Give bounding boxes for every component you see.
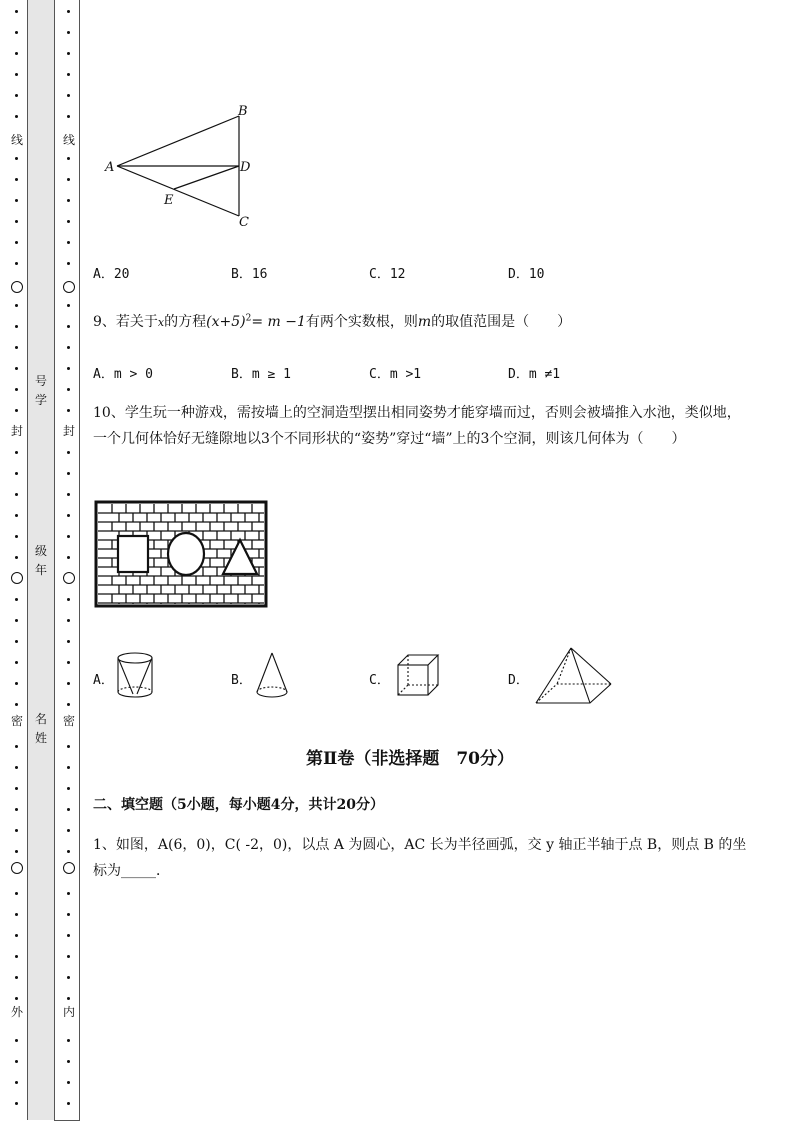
point-label-b: B bbox=[238, 104, 248, 119]
binding-dot bbox=[67, 1102, 70, 1105]
binding-dot bbox=[15, 325, 18, 328]
binding-dot bbox=[15, 1102, 18, 1105]
binding-dot bbox=[67, 451, 70, 454]
binding-dot bbox=[15, 346, 18, 349]
binding-dot bbox=[67, 556, 70, 559]
binding-dot bbox=[67, 955, 70, 958]
binding-dot bbox=[15, 598, 18, 601]
cube-icon[interactable] bbox=[394, 652, 442, 698]
binding-dot bbox=[15, 934, 18, 937]
q8-option-b[interactable]: B．16 bbox=[231, 267, 268, 282]
binding-dot bbox=[67, 829, 70, 832]
field-name: 名 姓 bbox=[34, 712, 47, 745]
binding-dot bbox=[67, 640, 70, 643]
q8-option-d[interactable]: D．10 bbox=[508, 267, 545, 282]
q9-option-a[interactable]: A．m > 0 bbox=[93, 367, 153, 382]
point-label-d: D bbox=[240, 160, 251, 175]
binding-dot bbox=[67, 220, 70, 223]
binding-circle bbox=[11, 281, 23, 293]
binding-dot bbox=[67, 472, 70, 475]
q10-option-d[interactable]: D． bbox=[508, 673, 529, 688]
binding-dot bbox=[67, 262, 70, 265]
binding-label: 封 bbox=[10, 424, 23, 438]
binding-dot bbox=[67, 157, 70, 160]
binding-dot bbox=[67, 94, 70, 97]
outer-binding-line bbox=[10, 0, 24, 1123]
segment-ab bbox=[117, 116, 239, 166]
binding-dot bbox=[15, 472, 18, 475]
binding-dot bbox=[67, 241, 70, 244]
binding-dot bbox=[67, 52, 70, 55]
binding-dot bbox=[67, 325, 70, 328]
binding-dot bbox=[67, 934, 70, 937]
binding-label: 线 bbox=[62, 133, 75, 147]
point-label-a: A bbox=[105, 160, 115, 175]
binding-dot bbox=[67, 409, 70, 412]
binding-dot bbox=[15, 178, 18, 181]
cone-icon[interactable] bbox=[252, 650, 292, 702]
q8-option-c[interactable]: C．12 bbox=[369, 267, 406, 282]
binding-dot bbox=[15, 52, 18, 55]
binding-dot bbox=[67, 682, 70, 685]
binding-dot bbox=[15, 1081, 18, 1084]
binding-dot bbox=[67, 199, 70, 202]
binding-dot bbox=[15, 850, 18, 853]
binding-circle bbox=[63, 862, 75, 874]
binding-dot bbox=[67, 535, 70, 538]
binding-dot bbox=[67, 787, 70, 790]
binding-dot bbox=[15, 1039, 18, 1042]
q8-option-a[interactable]: A．20 bbox=[93, 267, 130, 282]
binding-dot bbox=[15, 115, 18, 118]
binding-dot bbox=[15, 703, 18, 706]
binding-dot bbox=[67, 73, 70, 76]
binding-dot bbox=[15, 640, 18, 643]
binding-label: 外 bbox=[10, 1005, 23, 1019]
binding-dot bbox=[67, 703, 70, 706]
binding-dot bbox=[67, 115, 70, 118]
q9-option-d[interactable]: D．m ≠1 bbox=[508, 367, 561, 382]
binding-dot bbox=[15, 304, 18, 307]
binding-dot bbox=[15, 556, 18, 559]
binding-dot bbox=[67, 892, 70, 895]
binding-dot bbox=[15, 157, 18, 160]
binding-label: 线 bbox=[10, 133, 23, 147]
q10-stem: 10、学生玩一种游戏，需按墙上的空洞造型摆出相同姿势才能穿墙而过，否则会被墙推入水池，类似地，一个几何体恰好无缝隙地以3个不同形状的“姿势”穿过“墙”上的3个空洞，则该几何体为（ ） bbox=[93, 405, 741, 447]
binding-dot bbox=[15, 955, 18, 958]
binding-dot bbox=[67, 304, 70, 307]
binding-dot bbox=[15, 661, 18, 664]
binding-dot bbox=[67, 388, 70, 391]
binding-dot bbox=[15, 94, 18, 97]
binding-dot bbox=[67, 346, 70, 349]
binding-dot bbox=[15, 997, 18, 1000]
section-subtitle: 二、填空题（5小题，每小题4分，共计20分） bbox=[93, 797, 384, 813]
binding-label: 密 bbox=[10, 714, 23, 728]
point-label-c: C bbox=[239, 215, 249, 230]
binding-dot bbox=[15, 10, 18, 13]
point-label-e: E bbox=[164, 193, 174, 208]
triangle-figure bbox=[100, 100, 270, 235]
field-student-number: 号 学 bbox=[34, 374, 47, 407]
pyramid-icon[interactable] bbox=[533, 644, 617, 708]
binding-dot bbox=[15, 829, 18, 832]
student-info-strip bbox=[27, 0, 55, 1120]
q9-option-b[interactable]: B．m ≥ 1 bbox=[231, 367, 291, 382]
binding-dot bbox=[67, 514, 70, 517]
binding-circle bbox=[11, 862, 23, 874]
section-title: 第Ⅱ卷（非选择题 70分） bbox=[306, 749, 514, 769]
binding-dot bbox=[15, 31, 18, 34]
binding-dot bbox=[67, 598, 70, 601]
binding-dot bbox=[15, 976, 18, 979]
binding-dot bbox=[67, 913, 70, 916]
binding-dot bbox=[15, 619, 18, 622]
binding-dot bbox=[15, 913, 18, 916]
binding-dot bbox=[15, 262, 18, 265]
binding-dot bbox=[15, 787, 18, 790]
binding-dot bbox=[67, 493, 70, 496]
q10-option-c[interactable]: C． bbox=[369, 673, 390, 688]
binding-circle bbox=[11, 572, 23, 584]
binding-dot bbox=[67, 1039, 70, 1042]
binding-dot bbox=[15, 409, 18, 412]
binding-dot bbox=[67, 31, 70, 34]
circle-hole bbox=[168, 533, 204, 575]
binding-dot bbox=[15, 493, 18, 496]
binding-dot bbox=[67, 808, 70, 811]
binding-dot bbox=[67, 1081, 70, 1084]
q10-option-a[interactable]: A． bbox=[93, 673, 114, 688]
binding-label: 密 bbox=[62, 714, 75, 728]
q9-option-c[interactable]: C．m >1 bbox=[369, 367, 422, 382]
binding-dot bbox=[15, 367, 18, 370]
binding-dot bbox=[67, 997, 70, 1000]
binding-circle bbox=[63, 281, 75, 293]
binding-dot bbox=[15, 451, 18, 454]
binding-label: 封 bbox=[62, 424, 75, 438]
binding-dot bbox=[15, 808, 18, 811]
binding-label: 内 bbox=[62, 1005, 75, 1019]
binding-dot bbox=[15, 892, 18, 895]
binding-dot bbox=[67, 178, 70, 181]
binding-dot bbox=[67, 850, 70, 853]
binding-dot bbox=[15, 241, 18, 244]
binding-dot bbox=[67, 1060, 70, 1063]
binding-dot bbox=[15, 388, 18, 391]
binding-dot bbox=[67, 619, 70, 622]
binding-dot bbox=[67, 10, 70, 13]
binding-dot bbox=[67, 367, 70, 370]
inner-binding-line bbox=[62, 0, 76, 1123]
binding-dot bbox=[15, 682, 18, 685]
segment-ed bbox=[174, 166, 239, 189]
brick-wall-image bbox=[94, 500, 270, 610]
binding-dot bbox=[15, 73, 18, 76]
binding-dot bbox=[15, 220, 18, 223]
binding-circle bbox=[63, 572, 75, 584]
q9-stem: 9、若关于x的方程$(x+5)^2= m -1$有两个实数根，则m的取值范围是（ ） bbox=[93, 313, 572, 330]
binding-dot bbox=[15, 1060, 18, 1063]
binding-dot bbox=[15, 514, 18, 517]
binding-dot bbox=[15, 199, 18, 202]
binding-dot bbox=[15, 535, 18, 538]
square-hole bbox=[118, 536, 148, 572]
binding-dot bbox=[67, 976, 70, 979]
q10-option-b[interactable]: B． bbox=[231, 673, 252, 688]
fill-question-1: 1、如图，A(6，0)，C( -2，0)，以点 A 为圆心，AC 长为半径画弧，交 y 轴正半轴于点 B，则点 B 的坐标为_____． bbox=[93, 837, 747, 879]
cylinder-icon[interactable] bbox=[113, 650, 159, 702]
field-grade: 级 年 bbox=[34, 544, 47, 577]
binding-dot bbox=[67, 661, 70, 664]
segment-ac bbox=[117, 166, 239, 216]
